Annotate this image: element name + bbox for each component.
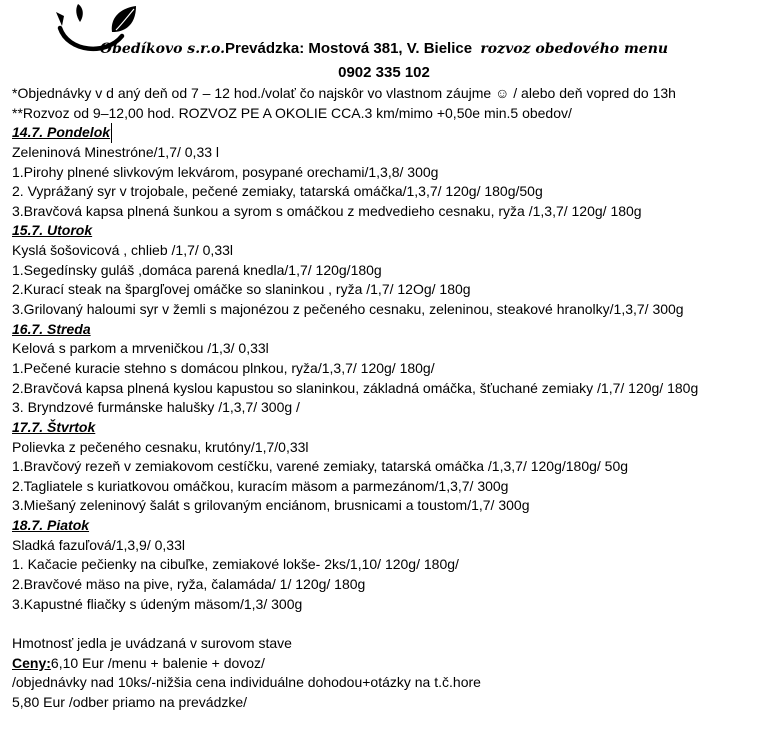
delivery-note: **Rozvoz od 9–12,00 hod. ROZVOZ PE A OKOLIE CCA.3 km/mimo +0,50e min.5 obedov/	[12, 104, 572, 121]
soup-wednesday: Kelová s parkom a mrveničkou /1,3/ 0,33l	[12, 340, 269, 357]
meal-item: 3.Bravčová kapsa plnená šunkou a syrom s omáčkou z medvedieho cesnaku, ryža /1,3,7/ 120g/ 180g	[12, 202, 642, 219]
day-heading-monday: 14.7. Pondelok	[12, 123, 112, 143]
price-label: Ceny:	[12, 654, 51, 671]
day-heading-wednesday: 16.7. Streda	[12, 320, 91, 337]
meal-item: 2.Kurací steak na špargľovej omáčke so slaninkou , ryža /1,7/ 12Og/ 180g	[12, 281, 471, 298]
menu-content	[12, 84, 762, 713]
price-line	[12, 654, 762, 674]
delivery-label: rozvoz obedového menu	[480, 41, 669, 57]
meal-item: 1.Segedínsky guláš ,domáca parená knedla/1,7/ 120g/180g	[12, 261, 382, 278]
meal-item: 3. Bryndzové furmánske halušky /1,3,7/ 300g /	[12, 399, 300, 416]
spacer	[12, 614, 762, 634]
meal-item: 3.Miešaný zeleninový šalát s grilovaným enciánom, brusnicami a toustom/1,7/ 300g	[12, 497, 530, 514]
soup-thursday: Polievka z pečeného cesnaku, krutóny/1,7/0,33l	[12, 438, 309, 455]
meal-item: 1.Pečené kuracie stehno s domácou plnkou, ryža/1,3,7/ 120g/ 180g/	[12, 359, 435, 376]
soup-friday: Sladká fazuľová/1,3,9/ 0,33l	[12, 536, 185, 553]
meal-item: 1.Pirohy plnené slivkovým lekvárom, posypané orechami/1,3,8/ 300g	[12, 163, 439, 180]
soup-monday: Zeleninová Minestróne/1,7/ 0,33 l	[12, 143, 220, 160]
meal-item: 2.Bravčové mäso na pive, ryža, čalamáda/ 1/ 120g/ 180g	[12, 576, 366, 593]
day-heading-friday: 18.7. Piatok	[12, 517, 90, 534]
meal-item: 1.Bravčový rezeň v zemiakovom cestíčku, varené zemiaky, tatarská omáčka /1,3,7/ 120g/180g/ 50g	[12, 458, 629, 475]
order-note: *Objednávky v d aný deň od 7 – 12 hod./volať čo najskôr vo vlastnom záujme ☺ / alebo deň vopred do 13h	[12, 85, 676, 101]
meal-item: 2. Vyprážaný syr v trojobale, pečené zemiaky, tatarská omáčka/1,3,7/ 120g/ 180g/50g	[12, 183, 543, 200]
pickup-price-note: 5,80 Eur /odber priamo na prevádzke/	[12, 693, 248, 710]
bulk-order-note: /objednávky nad 10ks/-nižšia cena individuálne dohodou+otázky na t.č.hore	[12, 674, 481, 691]
meal-item: 2.Bravčová kapsa plnená kyslou kapustou so slaninkou, základná omáčka, šťuchané zemiaky /1,7/ 120g/ 180g	[12, 379, 699, 396]
meal-item: 2.Tagliatele s kuriatkovou omáčkou, kuracím mäsom a parmezánom/1,3,7/ 300g	[12, 477, 509, 494]
soup-tuesday: Kyslá šošovicová , chlieb /1,7/ 0,33l	[12, 242, 234, 259]
meal-item: 3.Kapustné fliačky s údeným mäsom/1,3/ 300g	[12, 595, 303, 612]
price-text: 6,10 Eur /menu + balenie + dovoz/	[50, 654, 265, 671]
address: Prevádzka: Mostová 381, V. Bielice	[225, 40, 473, 57]
day-heading-thursday: 17.7. Štvrtok	[12, 418, 96, 435]
company-name: Obedíkovo s.r.o.	[99, 41, 225, 57]
meal-item: 1. Kačacie pečienky na cibuľke, zemiakové lokše- 2ks/1,10/ 120g/ 180g/	[12, 556, 459, 573]
weight-note: Hmotnosť jedla je uvádzaná v surovom stave	[12, 634, 292, 651]
meal-item: 3.Grilovaný haloumi syr v žemli s majonézou z pečeného cesnaku, zeleninou, steakové hranolky/1,3,7/ 300g	[12, 301, 684, 318]
phone-number: 0902 335 102	[338, 64, 430, 81]
header-line	[0, 40, 768, 57]
day-heading-tuesday: 15.7. Utorok	[12, 222, 93, 239]
